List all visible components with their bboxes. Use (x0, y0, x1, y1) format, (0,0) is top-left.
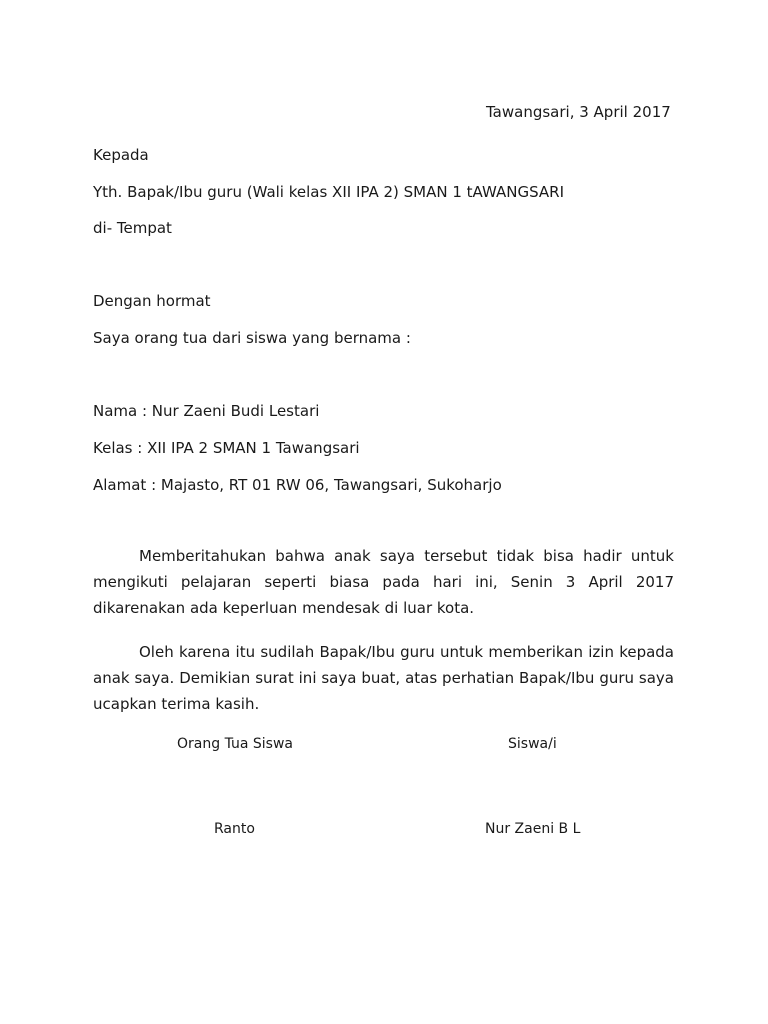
recipient-place: di- Tempat (93, 219, 172, 237)
to-label: Kepada (93, 146, 149, 164)
body-paragraph-2: Oleh karena itu sudilah Bapak/Ibu guru untuk memberikan izin kepada anak saya. Demikian surat ini saya buat, atas perhatian Bapak/Ibu guru saya ucapkan terima kasih. (93, 643, 674, 713)
student-name-line: Nama : Nur Zaeni Budi Lestari (93, 402, 320, 420)
recipient: Yth. Bapak/Ibu guru (Wali kelas XII IPA 2) SMAN 1 tAWANGSARI (93, 183, 565, 201)
student-signature-label: Siswa/i (508, 736, 557, 752)
place-date: Tawangsari, 3 April 2017 (486, 103, 671, 121)
parent-signature-label: Orang Tua Siswa (177, 736, 293, 752)
body-paragraph-1: Memberitahukan bahwa anak saya tersebut tidak bisa hadir untuk mengikuti pelajaran seperti biasa pada hari ini, Senin 3 April 2017 dikarenakan ada keperluan mendesak di luar kota. (93, 547, 674, 617)
greeting: Dengan hormat (93, 292, 211, 310)
student-signature-name: Nur Zaeni B L (485, 821, 581, 837)
student-address-line: Alamat : Majasto, RT 01 RW 06, Tawangsari, Sukoharjo (93, 476, 502, 494)
parent-signature-name: Ranto (214, 821, 255, 837)
intro-line: Saya orang tua dari siswa yang bernama : (93, 329, 411, 347)
student-class-line: Kelas : XII IPA 2 SMAN 1 Tawangsari (93, 439, 360, 457)
